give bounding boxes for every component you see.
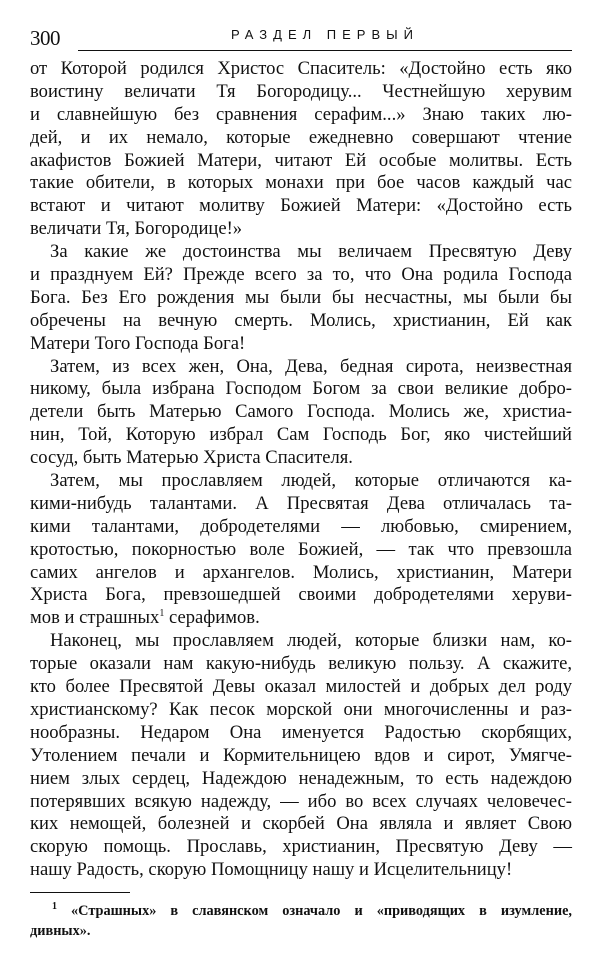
text-line — [30, 607, 572, 630]
text-line: скорую помощь. Прославь, христианин, Пресвятую Деву — — [30, 836, 572, 858]
text-line: нашу Радость, скорую Помощницу нашу и Исцелительницу! — [30, 859, 513, 881]
text-line: нообразны. Недаром Она именуется Радостью скорбящих, — [30, 721, 572, 743]
text-line: сосуд, быть Матерью Христа Спасителя. — [30, 447, 353, 469]
paragraph — [30, 58, 572, 241]
text-line: кими-нибудь талантами. А Пресвятая Дева отличалась та- — [30, 492, 572, 514]
text-line: кто более Пресвятой Девы оказал милостей и добрых дел роду — [30, 676, 572, 698]
text-line: христианскому? Как песок морской они многочисленны и раз- — [30, 698, 572, 720]
text-line: Затем, из всех жен, Она, Дева, бедная сирота, неизвестная — [50, 355, 572, 377]
text-line: нин, Той, Которую избрал Сам Господь Бог, яко чистейший — [30, 424, 572, 446]
footnote-marker: 1 — [52, 901, 57, 913]
text-segment: серафимов. — [164, 607, 260, 629]
page-number: 300 — [30, 26, 60, 50]
text-line: Матери Того Господа Бога! — [30, 332, 246, 354]
text-line: обречены на вечную смерть. Молись, христианин, Ей как — [30, 309, 572, 331]
text-line: торые оказали нам какую-нибудь великую пользу. А скажите, — [30, 653, 572, 675]
paragraph — [30, 241, 572, 355]
text-line: акафистов Божией Матери, читают Ей особые молитвы. Есть — [30, 149, 572, 171]
paragraph — [30, 470, 572, 630]
text-line: и празднуем Ей? Прежде всего за то, что Она родила Господа — [30, 264, 572, 286]
text-segment: мов и страшных — [30, 607, 160, 629]
footnote-line — [30, 901, 572, 921]
text-line: и славнейшую без сравнения серафим...» Знаю таких лю- — [30, 103, 572, 125]
running-header — [30, 24, 572, 54]
text-line: от Которой родился Христос Спаситель: «Достойно есть яко — [30, 58, 572, 79]
footnote-text: дивных». — [30, 923, 91, 939]
footnote — [30, 901, 572, 941]
header-rule — [78, 50, 572, 51]
text-line: самих ангелов и архангелов. Молись, христианин, Матери — [30, 561, 572, 583]
text-line: Наконец, мы прославляем людей, которые близки нам, ко- — [50, 630, 572, 652]
text-line: такие обители, в которых монахи при бое часов каждый час — [30, 172, 572, 194]
text-line: детели быть Матерью Самого Господа. Молись же, христиа- — [30, 401, 572, 423]
footnote-line — [30, 921, 572, 941]
text-line: Утолением печали и Кормительницею вдов и сирот, Умягче- — [30, 744, 572, 766]
footnote-rule — [30, 892, 130, 893]
footnote-text: «Страшных» в славянском означало и «приводящих в изумление, — [71, 903, 572, 919]
paragraph — [30, 356, 572, 470]
text-line: Бога. Без Его рождения мы были бы несчастны, мы были бы — [30, 286, 572, 308]
text-line: встают и читают молитву Божией Матери: «Достойно есть — [30, 195, 572, 217]
footnote-reference: 1 — [159, 608, 165, 620]
running-title: РАЗДЕЛ ПЕРВЫЙ — [230, 27, 419, 42]
text-line: За какие же достоинства мы величаем Пресвятую Деву — [50, 241, 572, 263]
text-line: потерявших всякую надежду, — ибо во всех случаях человечес- — [30, 790, 572, 812]
text-line: Затем, мы прославляем людей, которые отличаются ка- — [50, 470, 572, 492]
text-line: кими талантами, добродетелями — любовью, смирением, — [30, 515, 572, 537]
text-line: ких немощей, болезней и скорбей Она являла и являет Свою — [30, 813, 572, 835]
body-text — [30, 58, 572, 882]
text-line: никому, была избрана Господом Богом за свои великие добро- — [30, 378, 572, 400]
text-line: величати Тя, Богородице!» — [30, 218, 243, 240]
text-line: нием злых сердец, Надеждою ненадежным, то есть надеждою — [30, 767, 572, 789]
paragraph — [30, 630, 572, 882]
text-line: дей, и их немало, которые ежедневно совершают чтение — [30, 126, 572, 148]
text-line: кротостью, покорностью воле Божией, — так что превзошла — [30, 538, 572, 560]
text-line: Христа Бога, превзошедшей своими добродетелями херуви- — [30, 584, 572, 606]
text-line: воистину величати Тя Богородицу... Честнейшую херувим — [30, 80, 572, 102]
